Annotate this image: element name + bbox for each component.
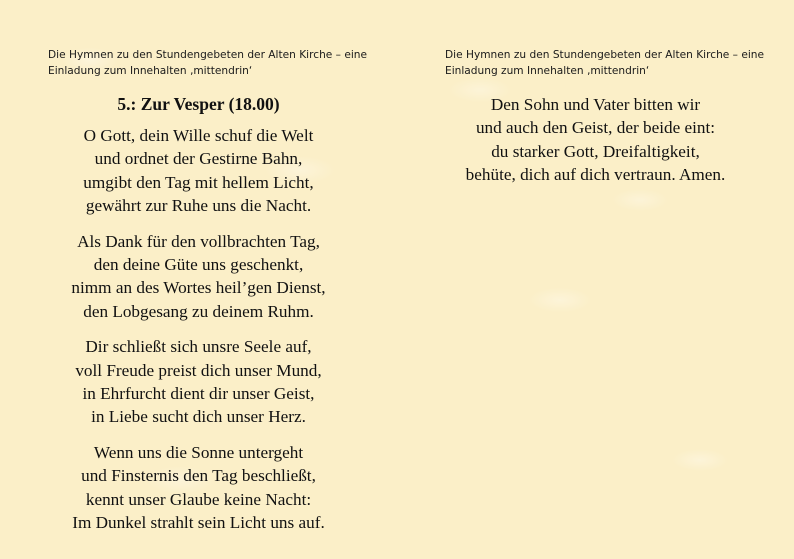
verse-line: behüte, dich auf dich vertraun. Amen.: [465, 164, 726, 184]
verse-line: und auch den Geist, der beide eint:: [475, 118, 716, 138]
verse-line: kennt unser Glaube keine Nacht:: [85, 489, 312, 509]
verse-line: voll Freude preist dich unser Mund,: [75, 360, 322, 380]
verse-line: in Liebe sucht dich unser Herz.: [91, 407, 306, 427]
header-line: Einladung zum Innehalten ‚mittendrin‘: [445, 65, 650, 77]
stanza-5: [397, 93, 794, 186]
verse-line: in Ehrfurcht dient dir unser Geist,: [82, 383, 315, 403]
verse-line: Den Sohn und Vater bitten wir: [490, 95, 701, 114]
verse-line: umgibt den Tag mit hellem Licht,: [83, 172, 314, 192]
verse-line: Als Dank für den vollbrachten Tag,: [77, 231, 320, 251]
verse-line: du starker Gott, Dreifaltigkeit,: [491, 141, 700, 161]
verse-line: Wenn uns die Sonne untergeht: [93, 443, 304, 463]
stanza-1: [0, 124, 397, 217]
header-line: Die Hymnen zu den Stundengebeten der Alten Kirche – eine: [445, 49, 765, 61]
verse-line: O Gott, dein Wille schuf die Welt: [83, 126, 314, 145]
right-page: [397, 0, 794, 559]
page-header: [445, 47, 775, 79]
verse-line: Im Dunkel strahlt sein Licht uns auf.: [72, 512, 325, 532]
hymn-text: [397, 93, 794, 199]
verse-line: nimm an des Wortes heil’gen Dienst,: [71, 278, 326, 298]
hymn-title: 5.: Zur Vesper (18.00): [117, 94, 280, 114]
stanza-4: [0, 441, 397, 534]
header-line: Die Hymnen zu den Stundengebeten der Alten Kirche – eine: [48, 49, 368, 61]
verse-line: und ordnet der Gestirne Bahn,: [94, 149, 303, 169]
header-line: Einladung zum Innehalten ‚mittendrin‘: [48, 65, 253, 77]
verse-line: den deine Güte uns geschenkt,: [93, 254, 304, 274]
hymn-text: [0, 124, 397, 547]
page-header: [48, 47, 378, 79]
verse-line: den Lobgesang zu deinem Ruhm.: [83, 301, 314, 321]
stanza-3: [0, 335, 397, 428]
verse-line: Dir schließt sich unsre Seele auf,: [85, 337, 312, 357]
verse-line: gewährt zur Ruhe uns die Nacht.: [85, 195, 312, 215]
stanza-2: [0, 230, 397, 323]
verse-line: und Finsternis den Tag beschließt,: [81, 466, 316, 486]
